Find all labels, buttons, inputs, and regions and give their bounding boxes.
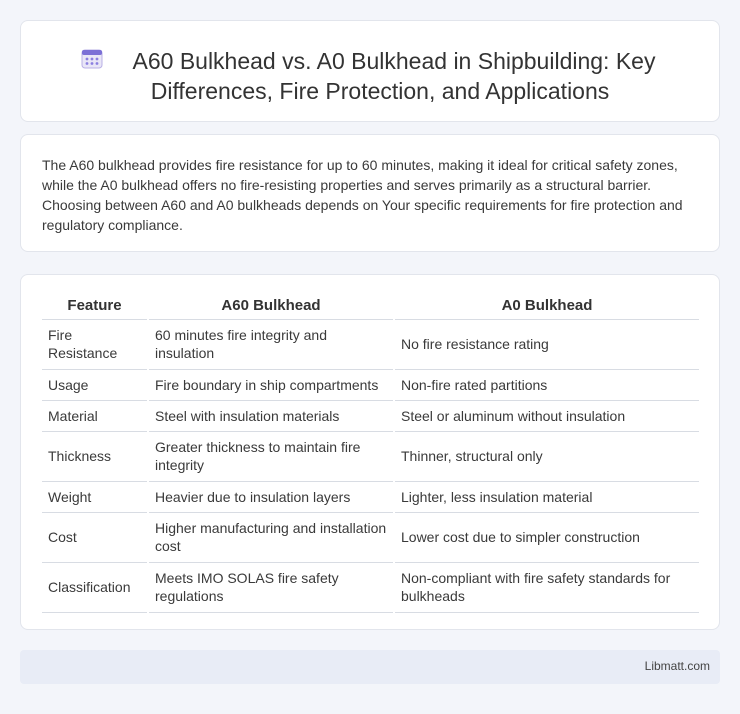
- header-a60: A60 Bulkhead: [148, 297, 394, 319]
- summary-card: [20, 134, 720, 252]
- cell-feature: Material: [42, 400, 148, 431]
- table-row: [42, 512, 699, 562]
- cell-a0: Non-compliant with fire safety standards for bulkheads: [394, 562, 699, 612]
- cell-a0: No fire resistance rating: [394, 319, 699, 369]
- cell-a60: Meets IMO SOLAS fire safety regulations: [148, 562, 394, 612]
- title-card: [20, 20, 720, 122]
- table-row: [42, 562, 699, 612]
- header-a0: A0 Bulkhead: [394, 297, 699, 319]
- cell-feature: Usage: [42, 369, 148, 400]
- cell-feature: Fire Resistance: [42, 319, 148, 369]
- table-row: [42, 400, 699, 431]
- table-row: [42, 431, 699, 481]
- table-row: [42, 369, 699, 400]
- cell-a60: Higher manufacturing and installation cost: [148, 512, 394, 562]
- header-feature: Feature: [42, 297, 148, 319]
- cell-a60: 60 minutes fire integrity and insulation: [148, 319, 394, 369]
- table-header-row: [42, 297, 699, 319]
- cell-feature: Cost: [42, 512, 148, 562]
- cell-a0: Non-fire rated partitions: [394, 369, 699, 400]
- cell-a60: Heavier due to insulation layers: [148, 481, 394, 512]
- footer: [20, 650, 720, 684]
- page-title: [81, 46, 679, 106]
- page-title-line-2: Differences, Fire Protection, and Applications: [150, 78, 610, 104]
- summary-text: The A60 bulkhead provides fire resistance for up to 60 minutes, making it ideal for critical safety zones, while the A0 bulkhead offers no fire-resisting properties and serves primarily as a structural barrier. Choosing between A60 and A0 bulkheads depends on Your specific requirements for fire protection and regulatory compliance.: [42, 157, 683, 233]
- comparison-table-card: [20, 274, 720, 630]
- cell-a0: Steel or aluminum without insulation: [394, 400, 699, 431]
- footer-site-link[interactable]: Libmatt.com: [644, 659, 710, 673]
- cell-a60: Fire boundary in ship compartments: [148, 369, 394, 400]
- cell-feature: Thickness: [42, 431, 148, 481]
- cell-a60: Steel with insulation materials: [148, 400, 394, 431]
- cell-a60: Greater thickness to maintain fire integrity: [148, 431, 394, 481]
- cell-a0: Thinner, structural only: [394, 431, 699, 481]
- cell-a0: Lower cost due to simpler construction: [394, 512, 699, 562]
- cell-a0: Lighter, less insulation material: [394, 481, 699, 512]
- cell-feature: Classification: [42, 562, 148, 612]
- cell-feature: Weight: [42, 481, 148, 512]
- comparison-table: [42, 297, 699, 613]
- table-row: [42, 481, 699, 512]
- page-title-line-1: A60 Bulkhead vs. A0 Bulkhead in Shipbuilding: Key: [132, 48, 656, 74]
- table-row: [42, 319, 699, 369]
